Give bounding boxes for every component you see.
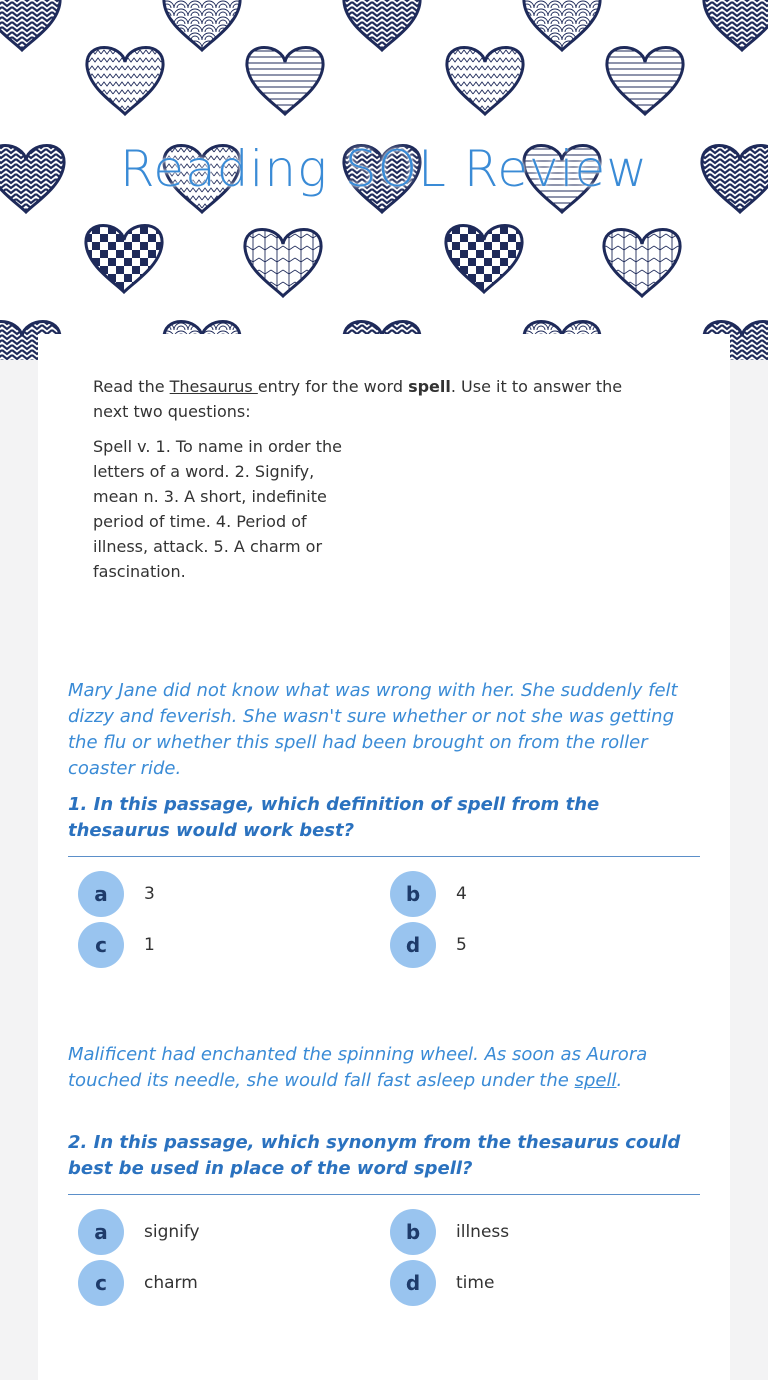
heart-pattern-icon <box>86 226 162 293</box>
heart-pattern-icon <box>344 0 420 50</box>
header-banner <box>0 0 768 360</box>
choice-text: signify <box>144 1222 200 1242</box>
heart-pattern-icon <box>87 48 163 115</box>
choice-letter: c <box>78 1260 124 1306</box>
heart-pattern-icon <box>0 0 60 50</box>
instructions: Read the Thesaurus entry for the word spell. Use it to answer the next two questions: <box>93 377 623 421</box>
underlined-word: spell <box>574 1070 617 1091</box>
choice-2d[interactable] <box>390 1260 494 1306</box>
page-title: Reading SOL Review <box>119 140 649 198</box>
passage-2: Malificent had enchanted the spinning wheel. As soon as Aurora touched its needle, she would fall fast asleep under the spell. <box>68 1044 648 1091</box>
heart-pattern-icon <box>446 226 522 293</box>
heart-pattern-icon <box>524 0 600 50</box>
heart-pattern-icon <box>604 230 680 297</box>
choice-letter: a <box>78 1209 124 1255</box>
divider <box>68 856 700 857</box>
question-2: 2. In this passage, which synonym from the thesaurus could best be used in place of the word spell? <box>68 1132 681 1179</box>
choice-text: 5 <box>456 935 467 955</box>
passage-1: Mary Jane did not know what was wrong with her. She suddenly felt dizzy and feverish. She wasn't sure whether or not she was getting the flu or whether this spell had been brought on from the roller coaster ride. <box>68 680 678 779</box>
keyword: spell <box>408 377 451 396</box>
choice-2b[interactable] <box>390 1209 509 1255</box>
heart-pattern-icon <box>247 48 323 115</box>
choice-1b[interactable] <box>390 871 467 917</box>
choice-2a[interactable] <box>78 1209 200 1255</box>
choice-text: time <box>456 1273 495 1293</box>
choice-letter: c <box>78 922 124 968</box>
heart-pattern-icon <box>164 0 240 50</box>
divider <box>68 1194 700 1195</box>
choice-text: charm <box>144 1273 198 1293</box>
heart-pattern-icon <box>704 0 768 50</box>
heart-pattern-icon <box>447 48 523 115</box>
choice-1d[interactable] <box>390 922 467 968</box>
choice-1c[interactable] <box>78 922 155 968</box>
choice-letter: b <box>390 871 436 917</box>
choice-2c[interactable] <box>78 1260 198 1306</box>
choice-text: 3 <box>144 884 155 904</box>
thesaurus-entry: Spell v. 1. To name in order the letters of a word. 2. Signify, mean n. 3. A short, indefinite period of time. 4. Period of illness, attack. 5. A charm or fascination. <box>93 437 342 581</box>
choice-text: illness <box>456 1222 510 1242</box>
choice-letter: d <box>390 922 436 968</box>
heart-pattern-icon <box>245 230 321 297</box>
choice-letter: b <box>390 1209 436 1255</box>
choice-letter: d <box>390 1260 436 1306</box>
heart-pattern-icon <box>607 48 683 115</box>
question-1: 1. In this passage, which definition of spell from the thesaurus would work best? <box>68 794 600 841</box>
worksheet <box>38 334 730 1380</box>
choice-text: 4 <box>456 884 467 904</box>
thesaurus-term: Thesaurus <box>169 377 258 396</box>
choice-letter: a <box>78 871 124 917</box>
choice-text: 1 <box>144 935 155 955</box>
choice-1a[interactable] <box>78 871 155 917</box>
